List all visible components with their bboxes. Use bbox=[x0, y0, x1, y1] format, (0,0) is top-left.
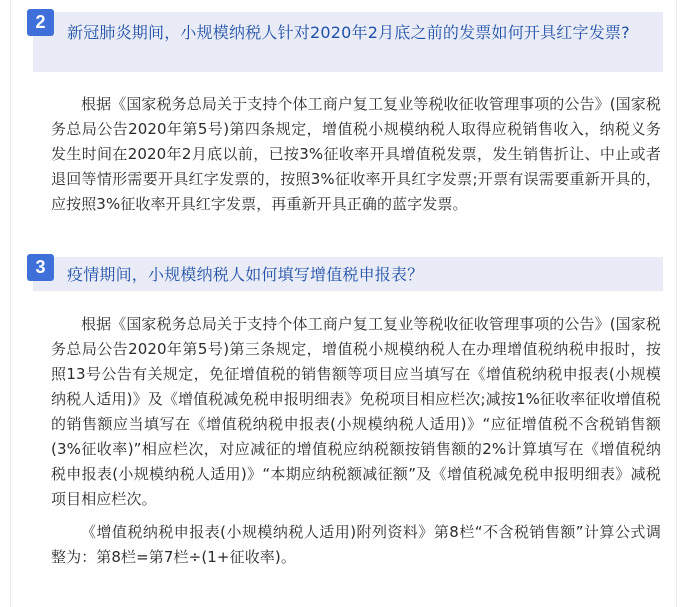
question-3-badge: 3 bbox=[27, 254, 54, 281]
answer-3-paragraph-1: 根据《国家税务总局关于支持个体工商户复工复业等税收征收管理事项的公告》(国家税务总局公告2020年第5号)第三条规定，增值税小规模纳税人在办理增值税纳税申报时，按照13号公告有关规定，免征增值税的销售额等项目应当填写在《增值税纳税申报表(小规模纳税人适用)》及《增值税减免税申报明细表》免税项目相应栏次;减按1%征收率征收增值税的销售额应当填写在《增值税纳税申报表(小规模纳税人适用)》“应征增值税不含税销售额(3%征收率)”相应栏次，对应减征的增值税应纳税额按销售额的2%计算填写在《增值税纳税申报表(小规模纳税人适用)》“本期应纳税额减征额”及《增值税减免税申报明细表》减税项目相应栏次。 bbox=[51, 315, 661, 508]
question-3-text: 疫情期间，小规模纳税人如何填写增值税申报表？ bbox=[67, 265, 424, 284]
answer-2-paragraph: 根据《国家税务总局关于支持个体工商户复工复业等税收征收管理事项的公告》(国家税务总局公告2020年第5号)第四条规定，增值税小规模纳税人取得应税销售收入，纳税义务发生时间在2020年2月底以前，已按3%征收率开具增值税发票，发生销售折让、中止或者退回等情形需要开具红字发票的，按照3%征收率开具红字发票;开票有误需要重新开具的，应按照3%征收率开具红字发票，再重新开具正确的蓝字发票。 bbox=[51, 95, 661, 213]
answer-3-paragraph-2: 《增值税纳税申报表(小规模纳税人适用)附列资料》第8栏“不含税销售额”计算公式调整为：第8栏=第7栏÷(1+征收率)。 bbox=[51, 523, 661, 566]
question-2-badge: 2 bbox=[27, 9, 54, 36]
question-2-header bbox=[33, 12, 663, 72]
answer-2 bbox=[51, 92, 661, 217]
answer-3 bbox=[51, 312, 661, 570]
article-frame bbox=[10, 0, 677, 607]
question-2-text: 新冠肺炎期间，小规模纳税人针对2020年2月底之前的发票如何开具红字发票? bbox=[67, 23, 630, 42]
question-3-header bbox=[33, 257, 663, 291]
